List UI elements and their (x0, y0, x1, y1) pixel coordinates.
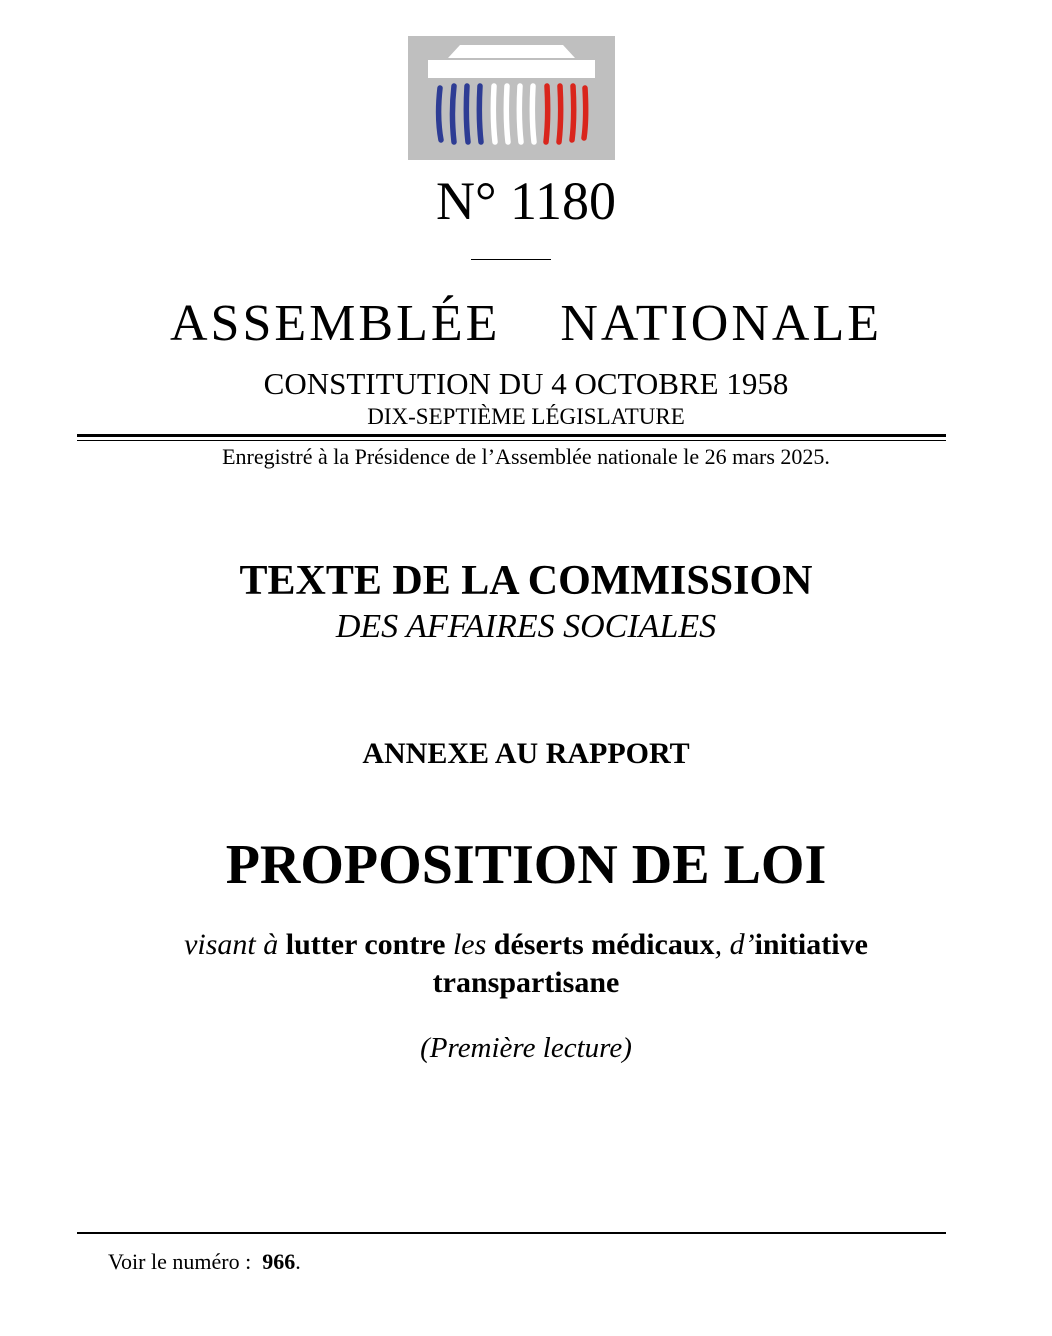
header-rule-thick (77, 434, 946, 437)
commission-subtitle: DES AFFAIRES SOCIALES (335, 608, 717, 645)
logo-column-white-2 (506, 86, 508, 142)
commission-title: TEXTE DE LA COMMISSION (239, 558, 813, 604)
subject-part: , d’ (714, 928, 755, 961)
see-number-label: Voir le numéro : (108, 1249, 252, 1274)
document-number: N° 1180 (435, 171, 617, 231)
footer-rule (77, 1232, 946, 1234)
logo-column-blue-3 (466, 86, 468, 142)
logo-column-red-1 (546, 86, 548, 142)
proposal-subject (0, 926, 1052, 1002)
assembly-name: ASSEMBLÉE NATIONALE (170, 295, 882, 352)
see-number-value: 966 (262, 1249, 296, 1274)
logo-column-red-4 (584, 88, 586, 138)
logo-column-blue-2 (453, 86, 455, 142)
subject-part: lutter contre (285, 928, 446, 961)
subject-part: transpartisane (432, 966, 620, 999)
annex-heading: ANNEXE AU RAPPORT (362, 737, 690, 770)
logo-column-blue-4 (479, 86, 481, 142)
logo-roof (428, 60, 595, 78)
registration-date-line: Enregistré à la Présidence de l’Assemblée nationale le 26 mars 2025. (222, 444, 830, 469)
logo-column-white-1 (493, 86, 495, 142)
subject-part: déserts médicaux (493, 928, 715, 961)
logo-column-white-3 (519, 86, 521, 142)
logo-column-blue-1 (439, 88, 441, 140)
subject-part: les (452, 928, 487, 961)
logo-column-red-3 (572, 86, 574, 140)
see-number-end: . (295, 1249, 301, 1274)
logo-pediment (448, 45, 575, 58)
assemblee-nationale-logo (408, 36, 615, 160)
subject-part: initiative (754, 928, 868, 961)
legislature-line: DIX-SEPTIÈME LÉGISLATURE (367, 404, 685, 429)
proposal-title: PROPOSITION DE LOI (225, 834, 827, 896)
constitution-line: CONSTITUTION DU 4 OCTOBRE 1958 (263, 366, 789, 401)
see-number-note (108, 1248, 301, 1276)
short-divider (471, 259, 551, 260)
subject-part: visant à (184, 928, 279, 961)
reading-stage: (Première lecture) (420, 1032, 632, 1064)
header-rule-thin (77, 440, 946, 441)
logo-column-white-4 (532, 86, 534, 142)
logo-column-red-2 (559, 86, 561, 142)
